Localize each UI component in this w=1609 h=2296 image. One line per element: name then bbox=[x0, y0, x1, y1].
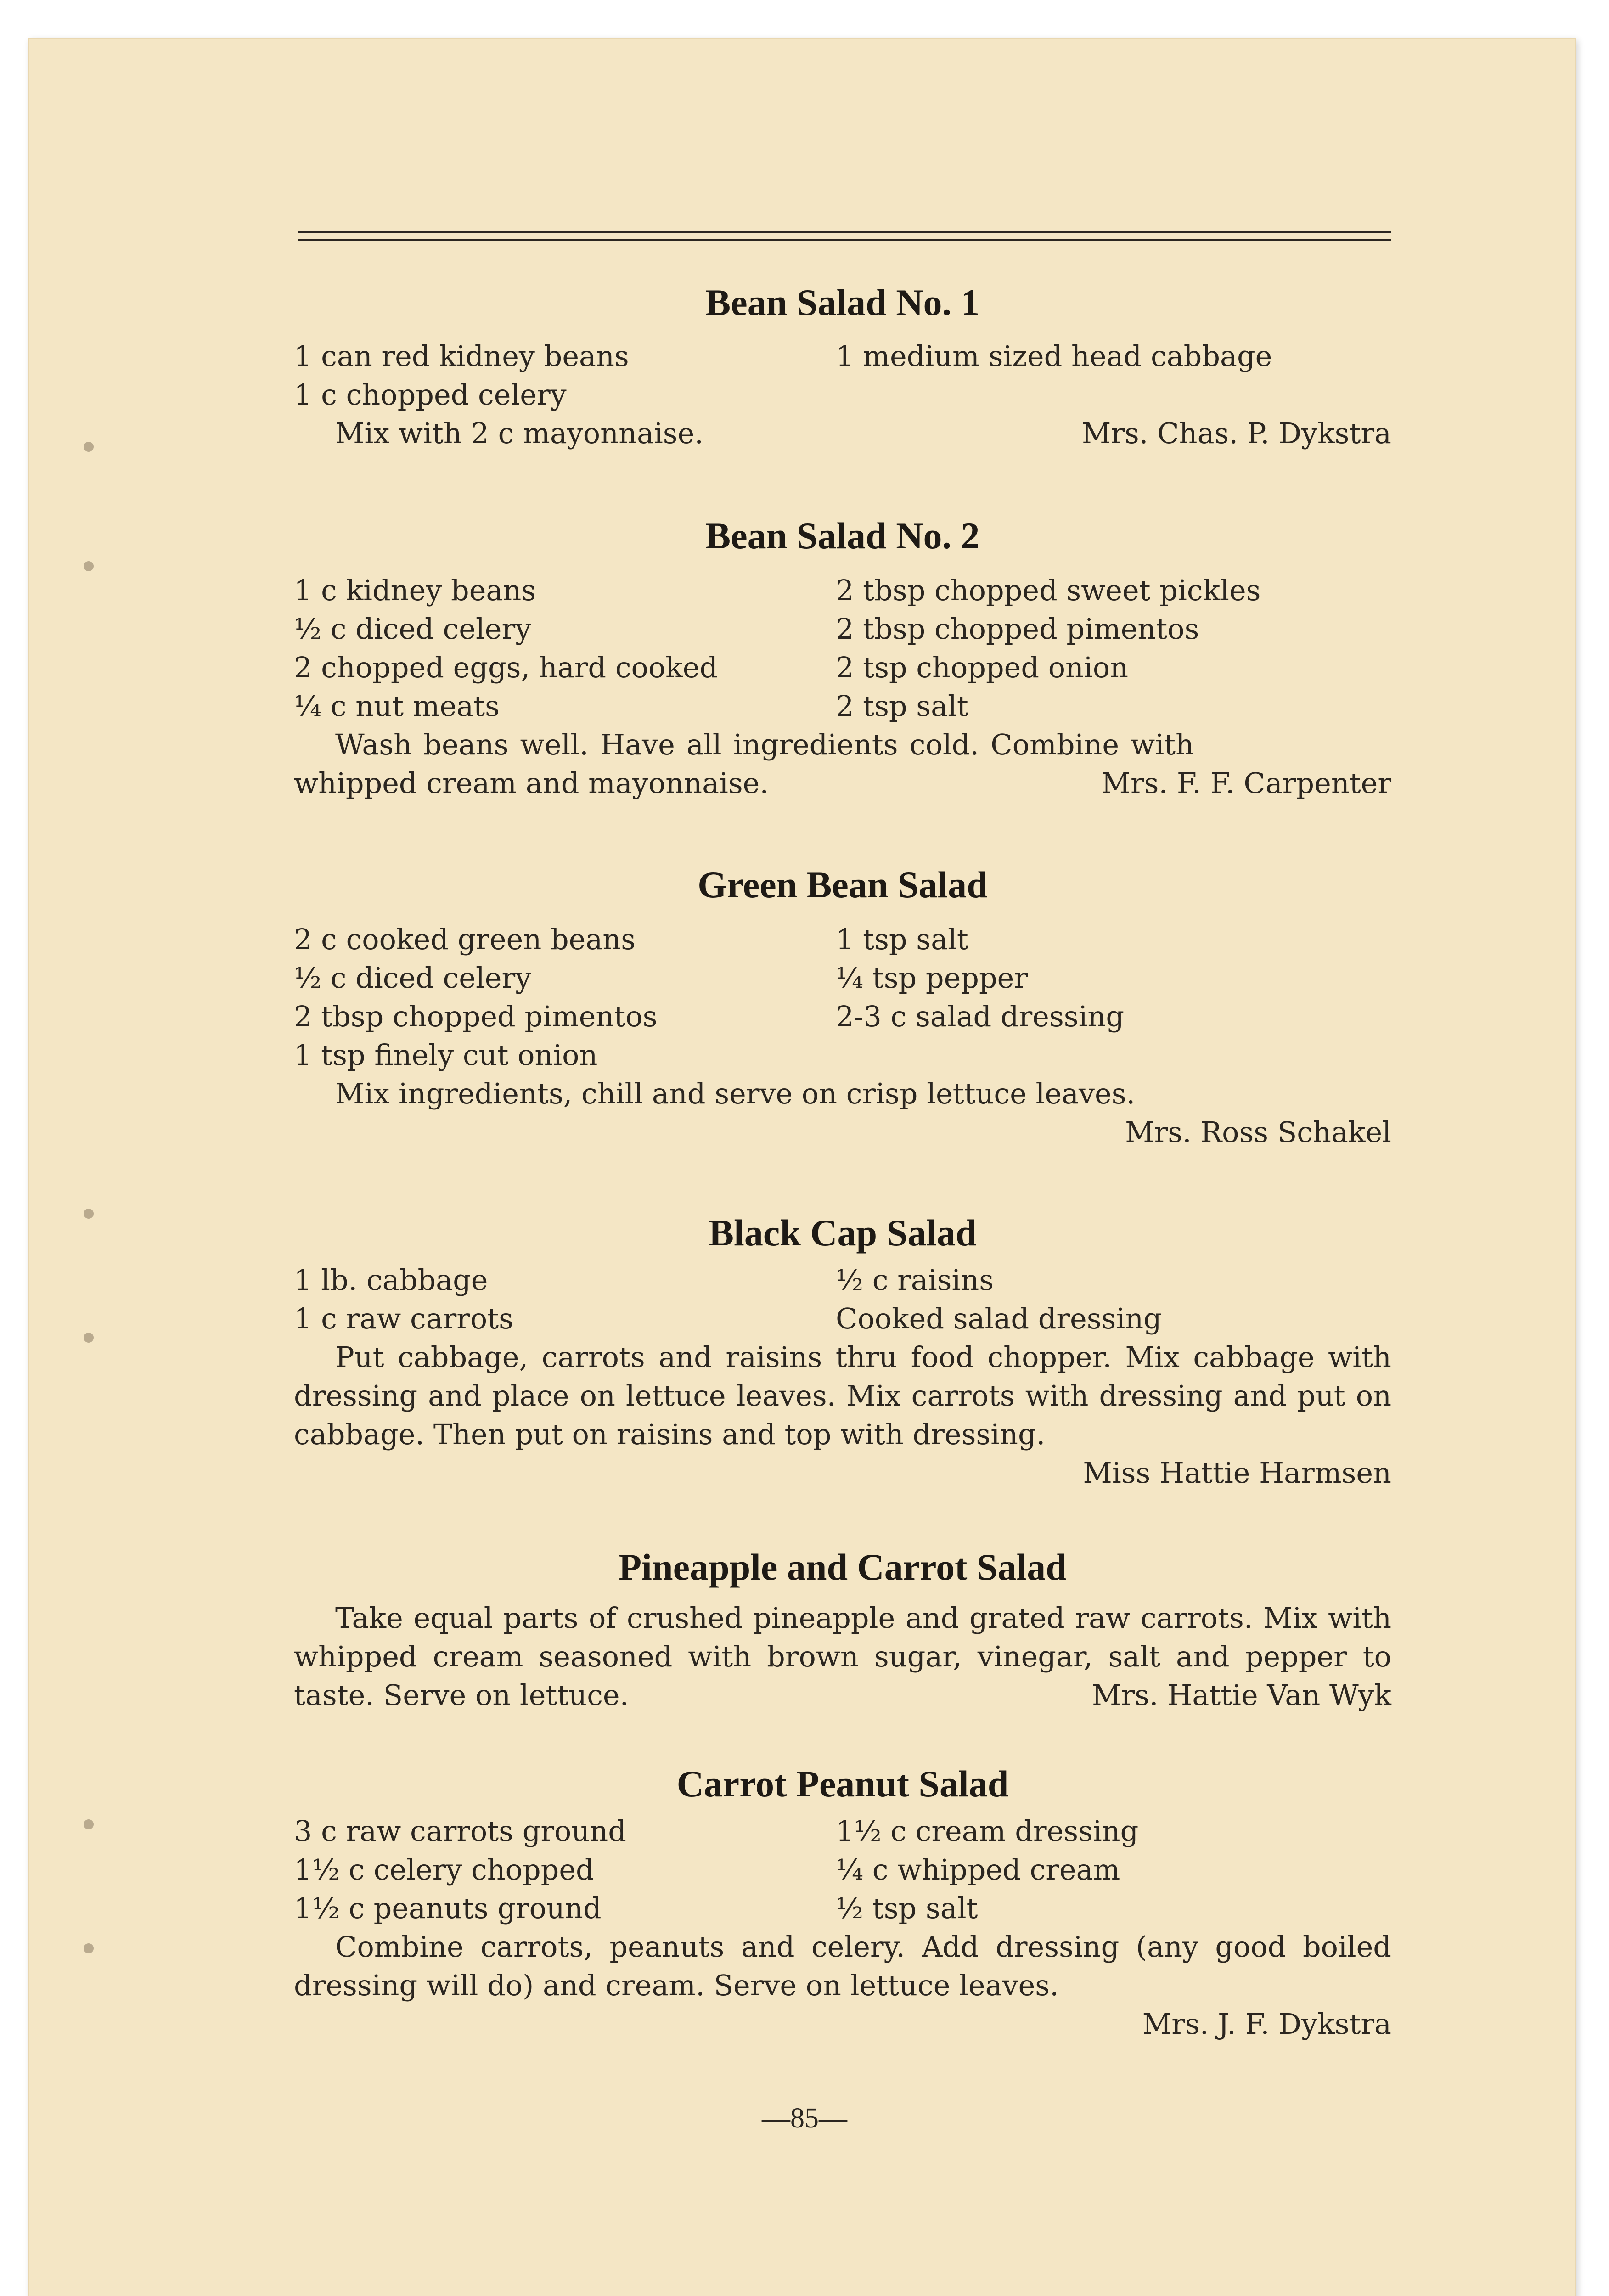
ingredient: ¼ tsp pepper bbox=[836, 961, 1028, 995]
ingredient-row bbox=[294, 687, 1391, 726]
header-rule bbox=[298, 239, 1391, 241]
directions: Mix ingredients, chill and serve on crisp lettuce leaves. bbox=[335, 1077, 1136, 1110]
ingredient: ½ c raisins bbox=[836, 1263, 994, 1297]
directions: Mix with 2 c mayonnaise. bbox=[335, 416, 704, 450]
ingredient-list bbox=[294, 1812, 1391, 1928]
ingredient: 2-3 c salad dressing bbox=[836, 1000, 1125, 1033]
ingredient-list bbox=[294, 920, 1391, 1075]
ingredient: 2 chopped eggs, hard cooked bbox=[294, 651, 718, 684]
ingredient-row bbox=[294, 1300, 1391, 1338]
ingredient: 1 medium sized head cabbage bbox=[836, 339, 1272, 373]
ingredient-row bbox=[294, 959, 1391, 997]
ingredient-list bbox=[294, 1261, 1391, 1338]
ingredient-row bbox=[294, 571, 1391, 610]
page-number: —85— bbox=[762, 2103, 847, 2134]
ingredient-row bbox=[294, 1851, 1391, 1889]
ingredient-row bbox=[294, 1812, 1391, 1851]
ingredient-row bbox=[294, 337, 1391, 376]
ingredient: 2 tbsp chopped pimentos bbox=[836, 612, 1199, 646]
ingredient: 1 c chopped celery bbox=[294, 378, 567, 411]
recipe-green-bean-salad bbox=[294, 863, 1391, 1152]
author: Mrs. Hattie Van Wyk bbox=[1091, 1678, 1391, 1712]
recipe-bean-salad-1 bbox=[294, 281, 1391, 453]
ingredient: ¼ c whipped cream bbox=[836, 1853, 1120, 1886]
recipe-black-cap-salad bbox=[294, 1211, 1391, 1492]
ingredient: 1½ c peanuts ground bbox=[294, 1891, 602, 1925]
recipe-title: Green Bean Salad bbox=[698, 864, 988, 906]
ingredient: 2 tsp chopped onion bbox=[836, 651, 1129, 684]
ingredient: 1 can red kidney beans bbox=[294, 339, 629, 373]
ingredient: 1 c kidney beans bbox=[294, 574, 536, 607]
ingredient: 1 lb. cabbage bbox=[294, 1263, 488, 1297]
author: Mrs. Ross Schakel bbox=[1125, 1115, 1391, 1149]
binding-hole bbox=[84, 1209, 94, 1219]
ingredient-row bbox=[294, 610, 1391, 648]
author: Mrs. Chas. P. Dykstra bbox=[1081, 416, 1391, 450]
ingredient-row bbox=[294, 997, 1391, 1036]
directions: Put cabbage, carrots and raisins thru food chopper. Mix cabbage with dressing and place on lettuce leaves. Mix carrots with dressing and put on cabbage. Then put on raisins and top with dressing. bbox=[294, 1340, 1391, 1451]
ingredient: Cooked salad dressing bbox=[836, 1302, 1162, 1335]
ingredient-row bbox=[294, 1036, 1391, 1075]
recipe-title: Pineapple and Carrot Salad bbox=[619, 1546, 1067, 1588]
recipe-title: Bean Salad No. 2 bbox=[705, 515, 980, 557]
header-rule bbox=[298, 231, 1391, 233]
author: Miss Hattie Harmsen bbox=[1083, 1456, 1391, 1490]
recipe-pineapple-carrot-salad bbox=[294, 1546, 1391, 1715]
directions-row bbox=[294, 414, 1391, 453]
ingredient: 2 tsp salt bbox=[836, 689, 968, 723]
recipe-bean-salad-2 bbox=[294, 514, 1391, 803]
ingredient: 3 c raw carrots ground bbox=[294, 1814, 626, 1848]
ingredient-row bbox=[294, 376, 1391, 414]
recipe-title: Black Cap Salad bbox=[709, 1212, 977, 1254]
ingredient-list bbox=[294, 571, 1391, 726]
ingredient-row bbox=[294, 1261, 1391, 1300]
ingredient: 2 c cooked green beans bbox=[294, 923, 636, 956]
author: Mrs. F. F. Carpenter bbox=[1101, 766, 1391, 800]
recipe-title: Bean Salad No. 1 bbox=[705, 281, 980, 323]
directions: Take equal parts of crushed pineapple and grated raw carrots. Mix with whipped cream seasoned with brown sugar, vinegar, salt and pepper to taste. Serve on lettuce. bbox=[294, 1601, 1391, 1712]
ingredient: ½ c diced celery bbox=[294, 961, 532, 995]
binding-hole bbox=[84, 1819, 94, 1829]
ingredient: 1½ c cream dressing bbox=[836, 1814, 1139, 1848]
ingredient: 1½ c celery chopped bbox=[294, 1853, 594, 1886]
ingredient: 1 tsp salt bbox=[836, 923, 968, 956]
ingredient-row bbox=[294, 920, 1391, 959]
binding-hole bbox=[84, 1333, 94, 1343]
directions: Wash beans well. Have all ingredients cold. Combine with whipped cream and mayonnaise. bbox=[294, 728, 1194, 800]
ingredient: 1 c raw carrots bbox=[294, 1302, 513, 1335]
ingredient-row bbox=[294, 648, 1391, 687]
ingredient-row bbox=[294, 1889, 1391, 1928]
ingredient-list bbox=[294, 337, 1391, 453]
directions: Combine carrots, peanuts and celery. Add dressing (any good boiled dressing will do) and cream. Serve on lettuce leaves. bbox=[294, 1930, 1391, 2002]
binding-hole bbox=[84, 561, 94, 571]
ingredient: ¼ c nut meats bbox=[294, 689, 500, 723]
ingredient: ½ tsp salt bbox=[836, 1891, 978, 1925]
author: Mrs. J. F. Dykstra bbox=[1142, 2007, 1391, 2041]
ingredient: 1 tsp finely cut onion bbox=[294, 1038, 598, 1072]
binding-hole bbox=[84, 442, 94, 452]
ingredient: 2 tbsp chopped sweet pickles bbox=[836, 574, 1261, 607]
ingredient: ½ c diced celery bbox=[294, 612, 532, 646]
ingredient: 2 tbsp chopped pimentos bbox=[294, 1000, 658, 1033]
recipe-carrot-peanut-salad bbox=[294, 1762, 1391, 2043]
binding-hole bbox=[84, 1943, 94, 1953]
recipe-title: Carrot Peanut Salad bbox=[676, 1763, 1009, 1805]
